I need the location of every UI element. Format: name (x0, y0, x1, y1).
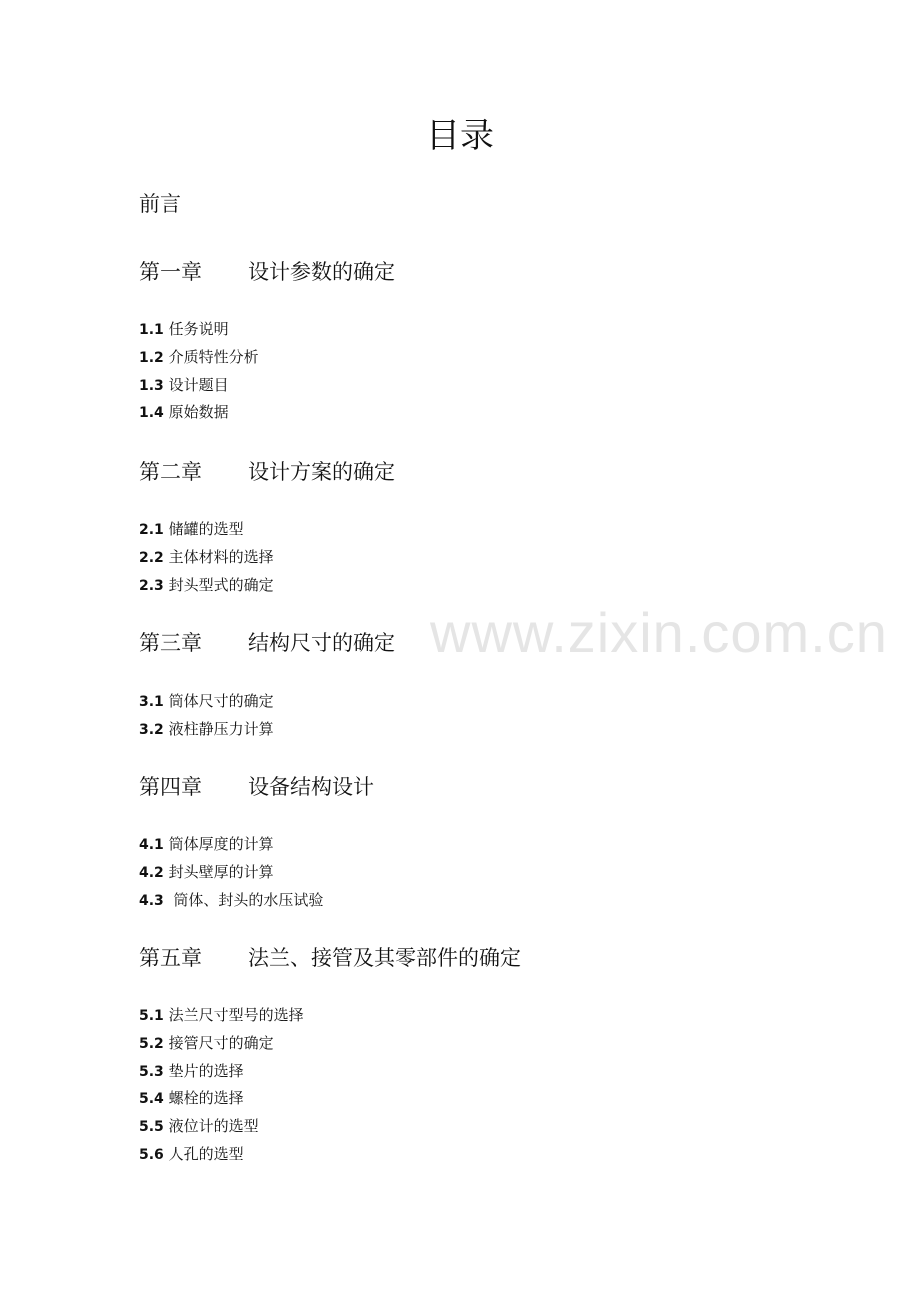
chapter-title: 设计参数的确定 (248, 260, 395, 284)
chapter-number: 第三章 (139, 631, 202, 655)
toc-section-1-1[interactable] (139, 316, 259, 344)
section-number: 1.2 (139, 349, 164, 366)
section-title: 主体材料的选择 (168, 547, 274, 566)
chapter-title: 设计方案的确定 (248, 460, 395, 484)
toc-section-5-2[interactable] (139, 1030, 304, 1058)
section-title: 人孔的选型 (168, 1144, 244, 1163)
section-title: 接管尺寸的确定 (168, 1033, 274, 1052)
section-number: 3.2 (139, 721, 164, 738)
toc-section-2-1[interactable] (139, 516, 274, 544)
toc-section-3-2[interactable] (139, 716, 274, 744)
section-number: 2.2 (139, 549, 164, 566)
toc-preface[interactable]: 前言 (139, 192, 181, 216)
toc-section-5-4[interactable] (139, 1085, 304, 1113)
chapter-title: 结构尺寸的确定 (248, 631, 395, 655)
toc-section-4-2[interactable] (139, 859, 323, 887)
page-title: 目录 (426, 116, 494, 156)
section-title: 封头型式的确定 (168, 575, 274, 594)
chapter-3-sections (139, 688, 274, 744)
section-title: 封头壁厚的计算 (168, 862, 274, 881)
section-title: 原始数据 (168, 403, 229, 422)
toc-section-1-2[interactable] (139, 344, 259, 372)
chapter-2-sections (139, 516, 274, 599)
chapter-2-heading[interactable] (139, 457, 395, 487)
section-title: 设计题目 (168, 375, 229, 394)
chapter-1-sections (139, 316, 259, 427)
watermark: www.zixin.com.cn (430, 601, 888, 664)
section-number: 2.1 (139, 522, 164, 538)
toc-section-5-1[interactable] (139, 1002, 304, 1030)
chapter-number: 第一章 (139, 260, 202, 284)
section-number: 4.2 (139, 864, 164, 881)
section-number: 1.3 (139, 377, 164, 394)
section-number: 4.3 (139, 892, 164, 909)
section-number: 5.3 (139, 1063, 164, 1080)
section-title: 液位计的选型 (168, 1117, 259, 1136)
section-number: 1.4 (139, 405, 164, 422)
section-title: 筒体厚度的计算 (168, 835, 274, 853)
section-title: 介质特性分析 (168, 347, 259, 366)
section-number: 5.4 (139, 1091, 164, 1108)
chapter-title: 法兰、接管及其零部件的确定 (248, 946, 521, 970)
section-number: 3.1 (139, 694, 164, 710)
section-title: 筒体尺寸的确定 (168, 692, 274, 710)
section-title: 储罐的选型 (168, 520, 244, 538)
section-number: 5.5 (139, 1119, 164, 1136)
chapter-4-heading[interactable] (139, 772, 374, 802)
toc-section-5-6[interactable] (139, 1141, 304, 1169)
section-title: 垫片的选择 (168, 1061, 244, 1080)
chapter-5-heading[interactable] (139, 943, 521, 973)
toc-section-4-3[interactable] (139, 887, 323, 915)
toc-section-2-2[interactable] (139, 544, 274, 572)
section-number: 4.1 (139, 837, 164, 853)
chapter-1-heading[interactable] (139, 257, 395, 287)
chapter-4-sections (139, 831, 323, 914)
chapter-number: 第四章 (139, 775, 202, 799)
toc-section-3-1[interactable] (139, 688, 274, 716)
section-title: 任务说明 (168, 320, 229, 338)
section-number: 5.6 (139, 1146, 164, 1163)
toc-section-2-3[interactable] (139, 572, 274, 600)
section-number: 5.2 (139, 1035, 164, 1052)
section-number: 2.3 (139, 577, 164, 594)
toc-section-1-3[interactable] (139, 372, 259, 400)
section-title: 螺栓的选择 (168, 1089, 244, 1108)
chapter-3-heading[interactable] (139, 628, 395, 658)
section-number: 5.1 (139, 1008, 164, 1024)
section-title: 液柱静压力计算 (168, 719, 274, 738)
toc-section-5-5[interactable] (139, 1113, 304, 1141)
chapter-number: 第二章 (139, 460, 202, 484)
section-title: 法兰尺寸型号的选择 (168, 1006, 304, 1024)
section-title: 筒体、封头的水压试验 (168, 890, 324, 909)
chapter-5-sections (139, 1002, 304, 1169)
toc-section-1-4[interactable] (139, 399, 259, 427)
chapter-title: 设备结构设计 (248, 775, 374, 799)
toc-section-4-1[interactable] (139, 831, 323, 859)
toc-section-5-3[interactable] (139, 1058, 304, 1086)
section-number: 1.1 (139, 322, 164, 338)
chapter-number: 第五章 (139, 946, 202, 970)
